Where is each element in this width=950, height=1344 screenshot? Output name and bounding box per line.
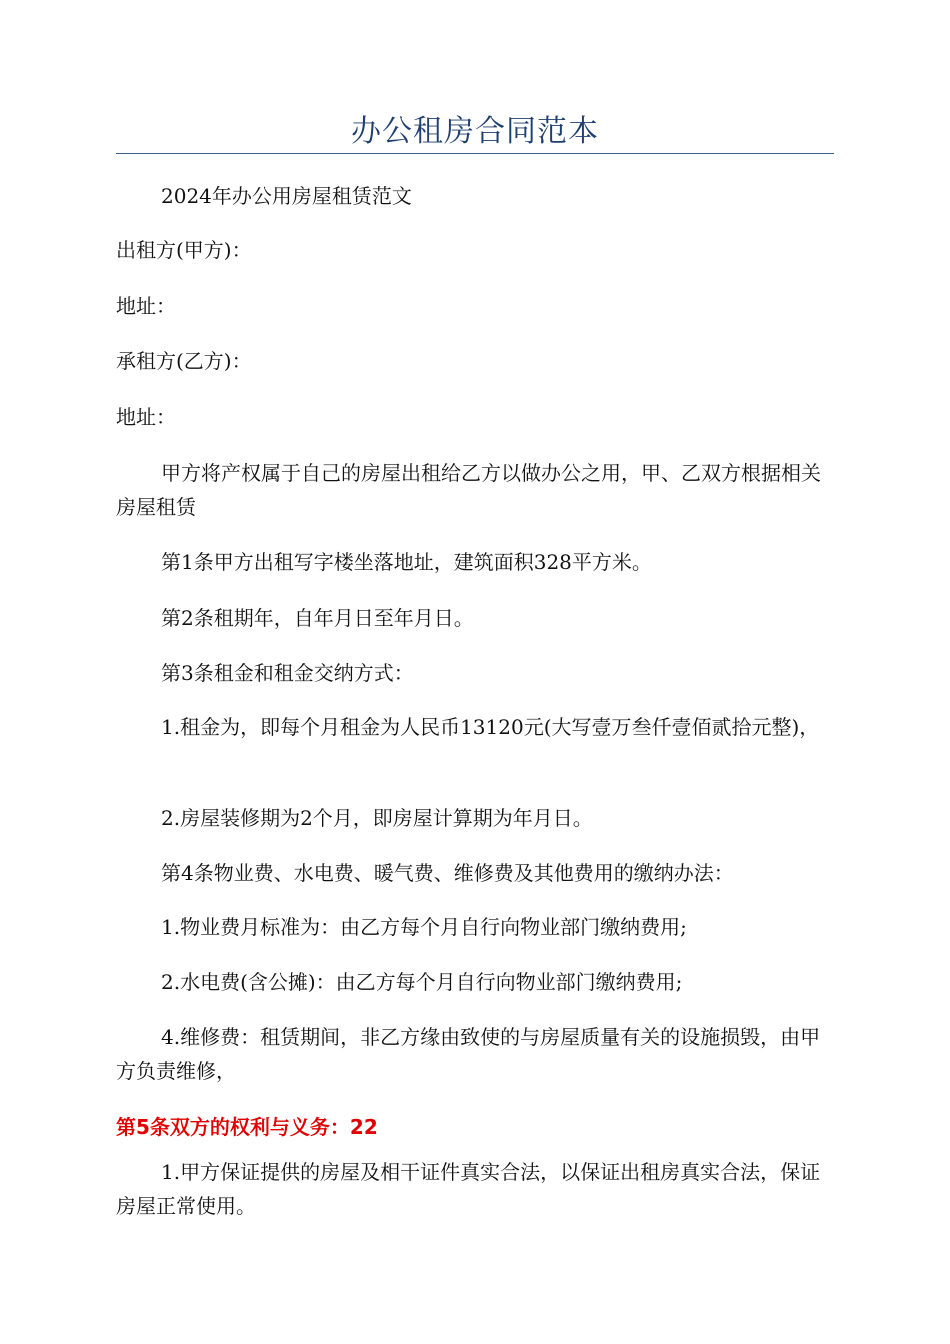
paragraph-lessee-address: 地址： [116, 405, 176, 429]
paragraph-rent-amount: 1.租金为，即每个月租金为人民币13120元(大写壹万叁仟壹佰贰拾元整)， [161, 715, 820, 739]
paragraph-lessee: 承租方(乙方)： [116, 349, 252, 373]
paragraph-preamble: 甲方将产权属于自己的房屋出租给乙方以做办公之用，甲、乙双方根据相关房屋租赁 [116, 461, 821, 519]
paragraph-utility-fee: 2.水电费(含公摊)：由乙方每个月自行向物业部门缴纳费用; [161, 970, 683, 994]
paragraph-article-1: 第1条甲方出租写字楼坐落地址，建筑面积328平方米。 [161, 550, 652, 574]
document-title: 办公租房合同范本 [351, 114, 599, 149]
title-underline [116, 153, 834, 154]
paragraph-subtitle: 2024年办公用房屋租赁范文 [161, 184, 412, 208]
paragraph-article-3: 第3条租金和租金交纳方式： [161, 661, 414, 685]
paragraph-lessor: 出租方(甲方)： [116, 238, 252, 262]
paragraph-article-2: 第2条租期年，自年月日至年月日。 [161, 606, 474, 630]
paragraph-maintenance-fee: 4.维修费：租赁期间，非乙方缘由致使的与房屋质量有关的设施损毁，由甲方负责维修， [116, 1025, 821, 1083]
paragraph-article-4: 第4条物业费、水电费、暖气费、维修费及其他费用的缴纳办法： [161, 861, 734, 885]
paragraph-lessor-guarantee: 1.甲方保证提供的房屋及相干证件真实合法，以保证出租房真实合法，保证房屋正常使用。 [116, 1160, 821, 1218]
paragraph-lessor-address: 地址： [116, 294, 176, 318]
section-heading-article-5: 第5条双方的权利与义务：22 [116, 1115, 378, 1139]
paragraph-property-fee: 1.物业费月标准为：由乙方每个月自行向物业部门缴纳费用; [161, 915, 687, 939]
paragraph-renovation-period: 2.房屋装修期为2个月，即房屋计算期为年月日。 [161, 806, 593, 830]
